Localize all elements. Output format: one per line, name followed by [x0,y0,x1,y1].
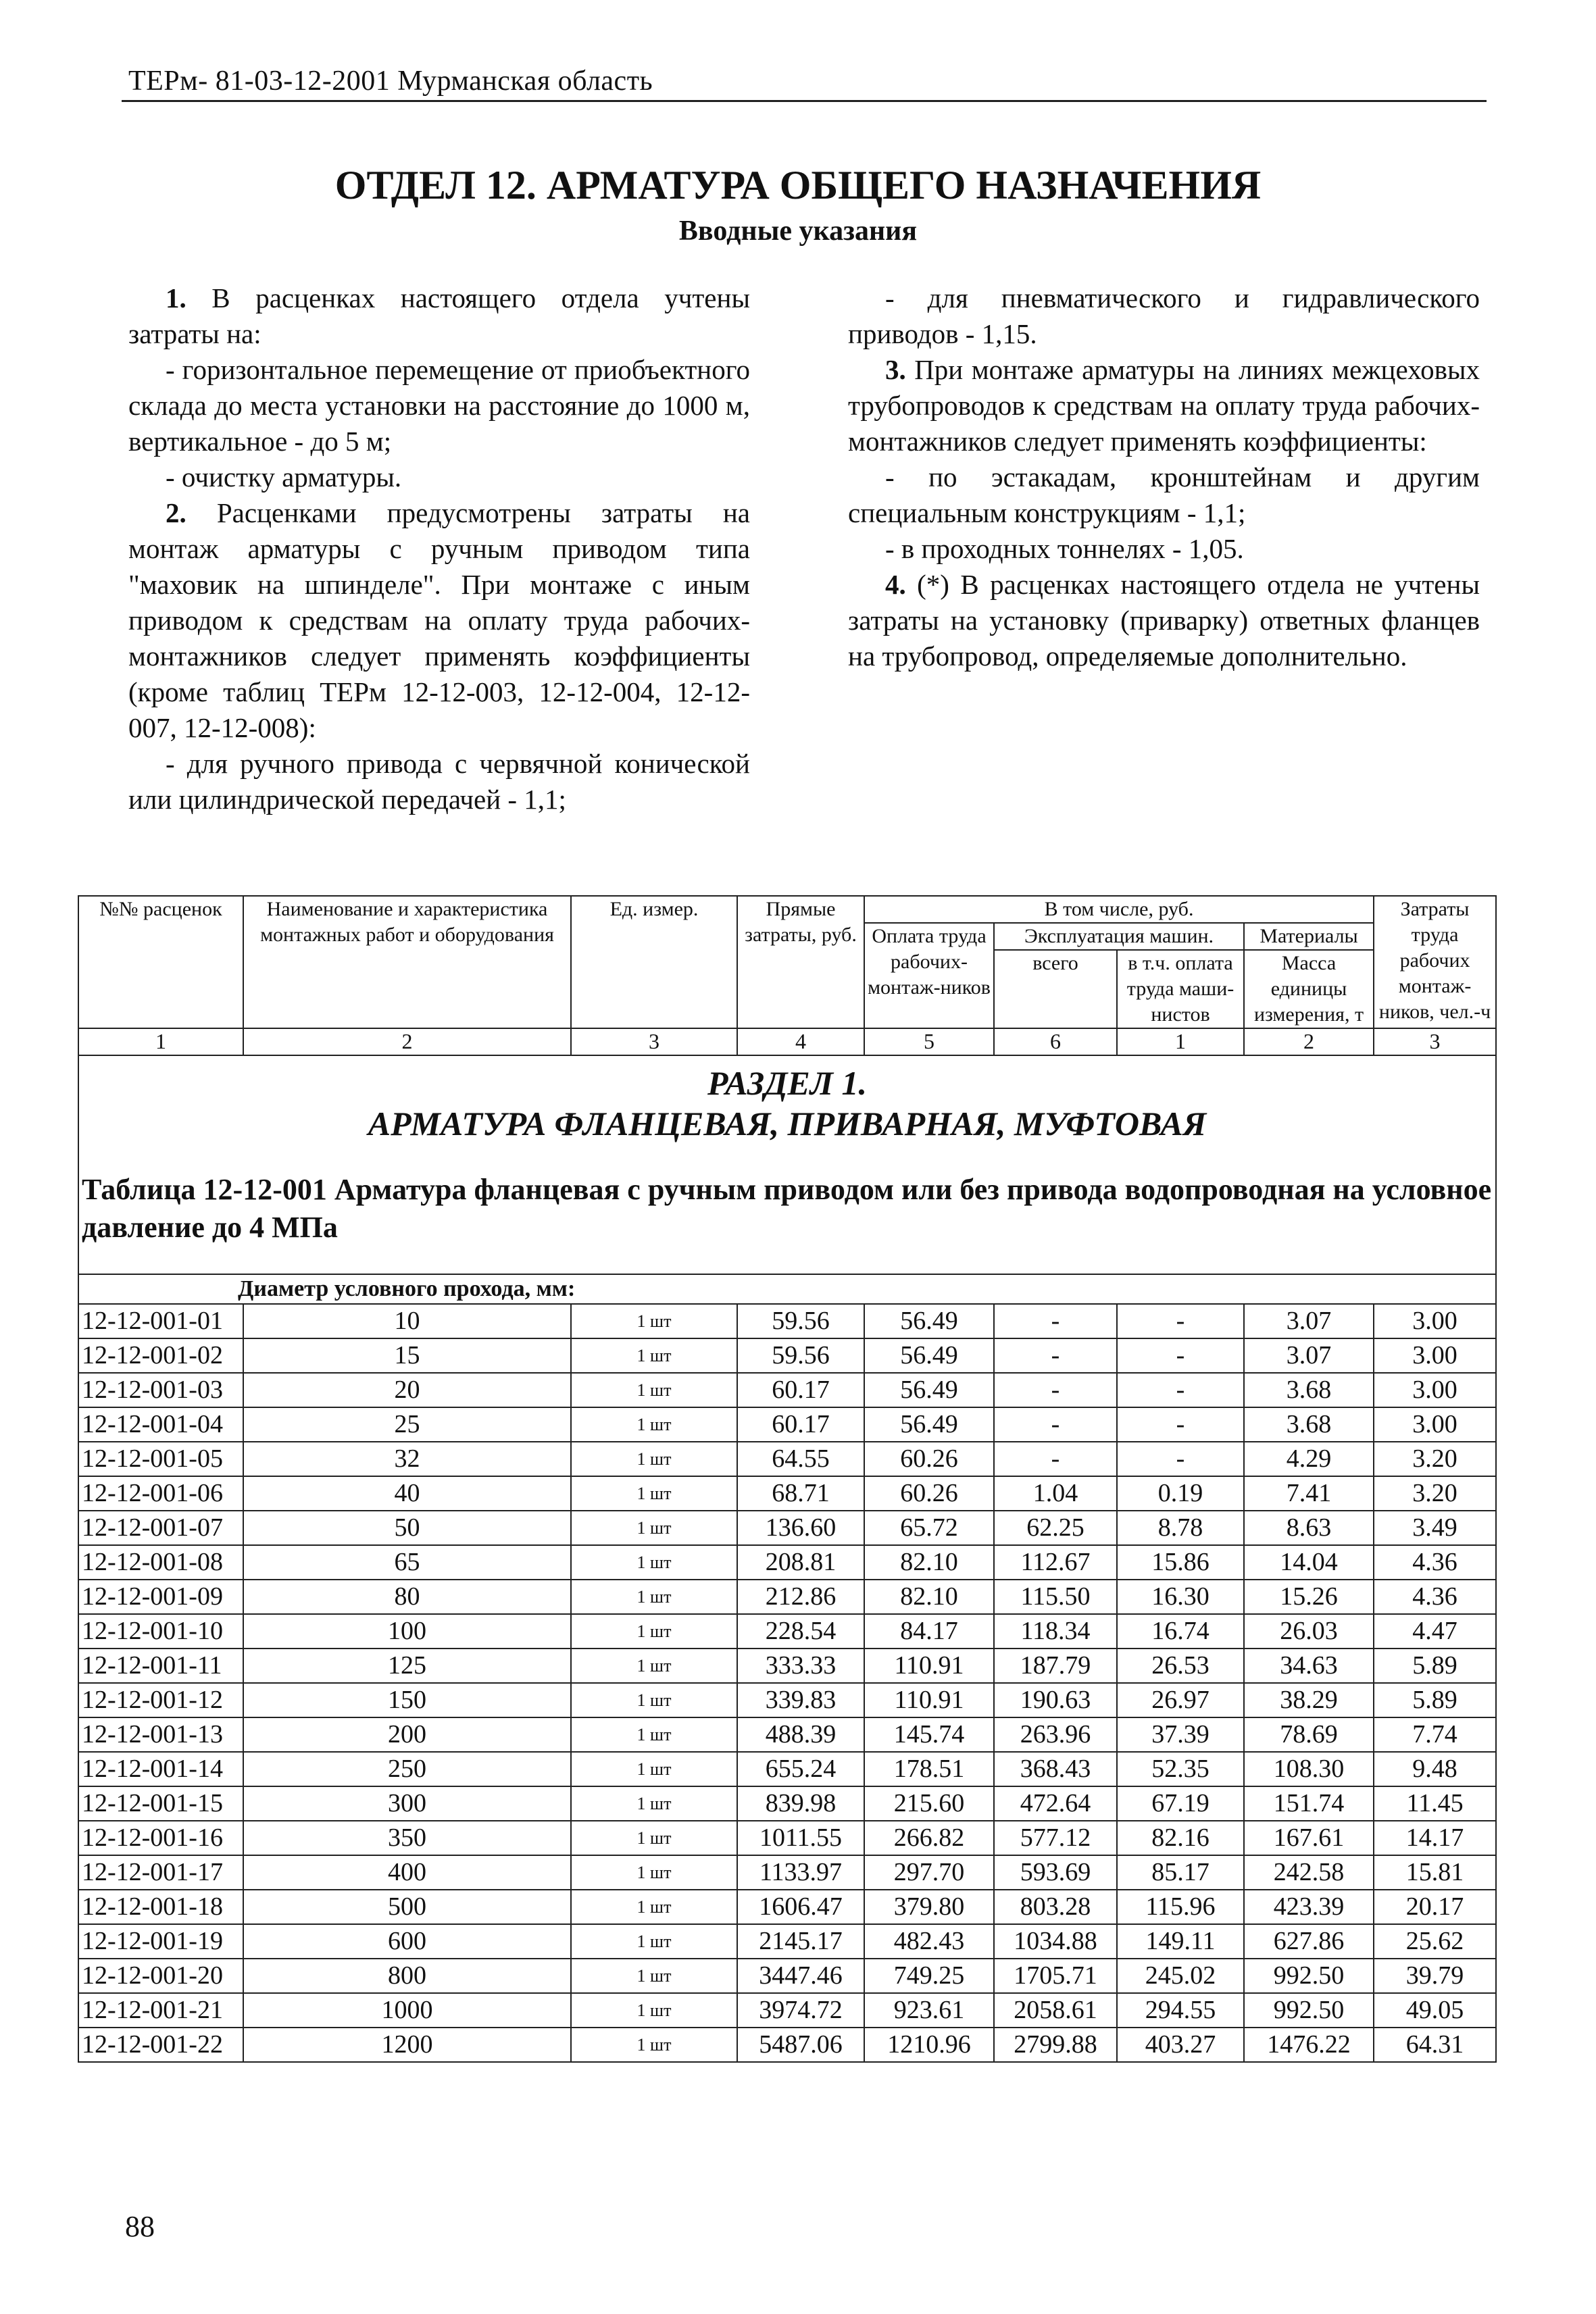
header-divider [122,100,1487,102]
machines-total-cell: 263.96 [994,1717,1117,1752]
diameter-cell: 32 [243,1442,571,1476]
paragraph-text: - очистку арматуры. [166,461,402,493]
labor-pay-cell: 60.26 [864,1476,994,1511]
materials-mass-cell: 78.69 [1244,1717,1374,1752]
materials-mass-cell: 423.39 [1244,1890,1374,1924]
table-row [78,1476,1496,1511]
section-subtitle: Вводные указания [678,216,918,247]
section-title: ОТДЕЛ 12. АРМАТУРА ОБЩЕГО НАЗНАЧЕНИЯ [334,163,1262,207]
intro-paragraph [128,459,750,495]
razdel-heading: РАЗДЕЛ 1. [707,1064,868,1102]
machines-total-cell: - [994,1407,1117,1442]
direct-costs-cell: 333.33 [737,1649,864,1683]
header-machines-total: всего [994,950,1117,1028]
machines-total-cell: 2799.88 [994,2028,1117,2062]
diameter-cell: 350 [243,1821,571,1855]
machines-total-cell: - [994,1442,1117,1476]
direct-costs-cell: 339.83 [737,1683,864,1717]
machines-total-cell: 62.25 [994,1511,1117,1545]
table-row [78,1373,1496,1407]
diameter-cell: 1200 [243,2028,571,2062]
machines-labor-cell: 403.27 [1117,2028,1244,2062]
unit-cell: 1 шт [571,1752,737,1786]
direct-costs-cell: 68.71 [737,1476,864,1511]
labor-cost-cell: 4.47 [1374,1614,1496,1649]
diameter-cell: 125 [243,1649,571,1683]
machines-total-cell: 190.63 [994,1683,1117,1717]
intro-paragraph [848,352,1480,459]
labor-cost-cell: 25.62 [1374,1924,1496,1959]
machines-total-cell: 118.34 [994,1614,1117,1649]
labor-cost-cell: 5.89 [1374,1649,1496,1683]
diameter-cell: 1000 [243,1993,571,2028]
labor-pay-cell: 84.17 [864,1614,994,1649]
machines-total-cell: 1705.71 [994,1959,1117,1993]
machines-labor-cell: 67.19 [1117,1786,1244,1821]
intro-left-column [128,280,750,818]
intro-paragraph [848,459,1480,531]
rate-code-cell: 12-12-001-09 [78,1580,243,1614]
labor-pay-cell: 110.91 [864,1683,994,1717]
intro-paragraph [848,531,1480,567]
column-number: 6 [994,1028,1117,1055]
direct-costs-cell: 228.54 [737,1614,864,1649]
unit-cell: 1 шт [571,1373,737,1407]
rate-code-cell: 12-12-001-13 [78,1717,243,1752]
direct-costs-cell: 60.17 [737,1407,864,1442]
table-row [78,1924,1496,1959]
labor-cost-cell: 3.49 [1374,1511,1496,1545]
header-including: В том числе, руб. [864,896,1374,923]
rate-code-cell: 12-12-001-01 [78,1304,243,1338]
table-row [78,1649,1496,1683]
rate-code-cell: 12-12-001-04 [78,1407,243,1442]
labor-pay-cell: 297.70 [864,1855,994,1890]
materials-mass-cell: 34.63 [1244,1649,1374,1683]
rate-code-cell: 12-12-001-16 [78,1821,243,1855]
labor-pay-cell: 60.26 [864,1442,994,1476]
unit-cell: 1 шт [571,1649,737,1683]
machines-total-cell: 112.67 [994,1545,1117,1580]
materials-mass-cell: 26.03 [1244,1614,1374,1649]
machines-total-cell: 1.04 [994,1476,1117,1511]
column-number: 3 [571,1028,737,1055]
direct-costs-cell: 3974.72 [737,1993,864,2028]
table-row [78,1717,1496,1752]
unit-cell: 1 шт [571,1304,737,1338]
labor-cost-cell: 4.36 [1374,1580,1496,1614]
header-labor-cost: Затраты труда рабочих монтаж-ников, чел.-ч [1374,896,1496,1028]
unit-cell: 1 шт [571,2028,737,2062]
header-materials: Материалы [1244,923,1374,950]
direct-costs-cell: 1011.55 [737,1821,864,1855]
labor-cost-cell: 3.00 [1374,1407,1496,1442]
labor-cost-cell: 3.00 [1374,1338,1496,1373]
materials-mass-cell: 3.68 [1244,1407,1374,1442]
unit-cell: 1 шт [571,1614,737,1649]
table-row [78,1890,1496,1924]
materials-mass-cell: 4.29 [1244,1442,1374,1476]
machines-total-cell: 472.64 [994,1786,1117,1821]
machines-labor-cell: 149.11 [1117,1924,1244,1959]
rate-code-cell: 12-12-001-17 [78,1855,243,1890]
paragraph-text: При монтаже арматуры на линиях межцеховых трубопроводов к средствам на оплату труда рабочих-монтажников следует применять коэффициенты: [848,354,1480,457]
table-row [78,1338,1496,1373]
machines-labor-cell: 15.86 [1117,1545,1244,1580]
rate-code-cell: 12-12-001-19 [78,1924,243,1959]
labor-pay-cell: 65.72 [864,1511,994,1545]
materials-mass-cell: 15.26 [1244,1580,1374,1614]
machines-labor-cell: 82.16 [1117,1821,1244,1855]
labor-cost-cell: 11.45 [1374,1786,1496,1821]
table-row [78,1511,1496,1545]
labor-pay-cell: 749.25 [864,1959,994,1993]
unit-cell: 1 шт [571,1545,737,1580]
diameter-cell: 500 [243,1890,571,1924]
machines-total-cell: 593.69 [994,1855,1117,1890]
machines-labor-cell: 26.53 [1117,1649,1244,1683]
unit-cell: 1 шт [571,1959,737,1993]
machines-labor-cell: 16.30 [1117,1580,1244,1614]
intro-paragraph [848,280,1480,352]
machines-total-cell: 1034.88 [994,1924,1117,1959]
intro-paragraph [128,495,750,746]
diameter-cell: 25 [243,1407,571,1442]
labor-cost-cell: 9.48 [1374,1752,1496,1786]
unit-cell: 1 шт [571,1924,737,1959]
diameter-cell: 200 [243,1717,571,1752]
paragraph-text: - по эстакадам, кронштейнам и другим специальным конструкциям - 1,1; [848,461,1480,528]
labor-cost-cell: 5.89 [1374,1683,1496,1717]
table-row [78,1786,1496,1821]
intro-paragraph [128,280,750,352]
header-machines-labor: в т.ч. оплата труда маши-нистов [1117,950,1244,1028]
direct-costs-cell: 5487.06 [737,2028,864,2062]
labor-pay-cell: 266.82 [864,1821,994,1855]
rate-code-cell: 12-12-001-07 [78,1511,243,1545]
materials-mass-cell: 3.07 [1244,1304,1374,1338]
machines-total-cell: - [994,1304,1117,1338]
machines-total-cell: - [994,1373,1117,1407]
paragraph-text: - для ручного привода с червячной конической или цилиндрической передачей - 1,1; [128,748,750,815]
direct-costs-cell: 2145.17 [737,1924,864,1959]
unit-cell: 1 шт [571,1580,737,1614]
table-row [78,1959,1496,1993]
paragraph-number: 2. [166,497,186,528]
machines-labor-cell: 0.19 [1117,1476,1244,1511]
direct-costs-cell: 3447.46 [737,1959,864,1993]
labor-pay-cell: 482.43 [864,1924,994,1959]
machines-labor-cell: 8.78 [1117,1511,1244,1545]
diameter-cell: 80 [243,1580,571,1614]
labor-pay-cell: 56.49 [864,1373,994,1407]
intro-paragraph [848,567,1480,674]
machines-total-cell: 577.12 [994,1821,1117,1855]
labor-pay-cell: 56.49 [864,1304,994,1338]
rate-code-cell: 12-12-001-02 [78,1338,243,1373]
labor-pay-cell: 56.49 [864,1407,994,1442]
unit-cell: 1 шт [571,1442,737,1476]
direct-costs-cell: 488.39 [737,1717,864,1752]
labor-cost-cell: 64.31 [1374,2028,1496,2062]
diameter-cell: 10 [243,1304,571,1338]
rate-code-cell: 12-12-001-11 [78,1649,243,1683]
paragraph-text: (*) В расценках настоящего отдела не учтены затраты на установку (приварку) ответных фланцев на трубопровод, определяемые дополнительно. [848,569,1480,672]
labor-cost-cell: 3.20 [1374,1476,1496,1511]
direct-costs-cell: 59.56 [737,1338,864,1373]
direct-costs-cell: 839.98 [737,1786,864,1821]
unit-cell: 1 шт [571,1338,737,1373]
unit-cell: 1 шт [571,1786,737,1821]
direct-costs-cell: 136.60 [737,1511,864,1545]
unit-cell: 1 шт [571,1993,737,2028]
rate-code-cell: 12-12-001-21 [78,1993,243,2028]
rate-code-cell: 12-12-001-22 [78,2028,243,2062]
labor-cost-cell: 15.81 [1374,1855,1496,1890]
header-name: Наименование и характеристика монтажных работ и оборудования [243,896,571,1028]
page-number: 88 [125,2210,155,2243]
labor-pay-cell: 82.10 [864,1545,994,1580]
labor-cost-cell: 4.36 [1374,1545,1496,1580]
column-number: 3 [1374,1028,1496,1055]
intro-right-column [848,280,1480,674]
unit-cell: 1 шт [571,1476,737,1511]
diameter-cell: 40 [243,1476,571,1511]
materials-mass-cell: 38.29 [1244,1683,1374,1717]
column-number: 2 [243,1028,571,1055]
paragraph-text: - горизонтальное перемещение от приобъектного склада до места установки на расстояние до 1000 м, вертикальное - до 5 м; [128,354,750,457]
materials-mass-cell: 167.61 [1244,1821,1374,1855]
column-number: 5 [864,1028,994,1055]
labor-pay-cell: 923.61 [864,1993,994,2028]
paragraph-number: 1. [166,282,186,313]
column-number: 1 [78,1028,243,1055]
machines-labor-cell: - [1117,1338,1244,1373]
unit-cell: 1 шт [571,1855,737,1890]
machines-labor-cell: 26.97 [1117,1683,1244,1717]
unit-cell: 1 шт [571,1890,737,1924]
diameter-cell: 600 [243,1924,571,1959]
table-row [78,1580,1496,1614]
labor-cost-cell: 3.20 [1374,1442,1496,1476]
rate-code-cell: 12-12-001-20 [78,1959,243,1993]
table-row [78,1545,1496,1580]
materials-mass-cell: 992.50 [1244,1993,1374,2028]
table-row [78,1855,1496,1890]
materials-mass-cell: 242.58 [1244,1855,1374,1890]
diameter-label: Диаметр условного прохода, мм: [78,1274,1496,1304]
materials-mass-cell: 8.63 [1244,1511,1374,1545]
paragraph-text: - в проходных тоннелях - 1,05. [885,533,1244,564]
labor-pay-cell: 178.51 [864,1752,994,1786]
materials-mass-cell: 3.68 [1244,1373,1374,1407]
diameter-cell: 400 [243,1855,571,1890]
diameter-cell: 15 [243,1338,571,1373]
direct-costs-cell: 655.24 [737,1752,864,1786]
labor-cost-cell: 7.74 [1374,1717,1496,1752]
direct-costs-cell: 59.56 [737,1304,864,1338]
labor-cost-cell: 49.05 [1374,1993,1496,2028]
materials-mass-cell: 14.04 [1244,1545,1374,1580]
intro-paragraph [128,746,750,818]
materials-mass-cell: 151.74 [1244,1786,1374,1821]
machines-labor-cell: - [1117,1407,1244,1442]
column-number: 4 [737,1028,864,1055]
diameter-cell: 65 [243,1545,571,1580]
diameter-cell: 50 [243,1511,571,1545]
diameter-cell: 150 [243,1683,571,1717]
machines-labor-cell: - [1117,1304,1244,1338]
labor-cost-cell: 3.00 [1374,1304,1496,1338]
direct-costs-cell: 60.17 [737,1373,864,1407]
machines-labor-cell: - [1117,1442,1244,1476]
materials-mass-cell: 7.41 [1244,1476,1374,1511]
unit-cell: 1 шт [571,1683,737,1717]
machines-labor-cell: 16.74 [1117,1614,1244,1649]
machines-labor-cell: 52.35 [1117,1752,1244,1786]
diameter-cell: 300 [243,1786,571,1821]
machines-labor-cell: 37.39 [1117,1717,1244,1752]
direct-costs-cell: 212.86 [737,1580,864,1614]
column-number: 1 [1117,1028,1244,1055]
direct-costs-cell: 1606.47 [737,1890,864,1924]
header-machines: Эксплуатация машин. [994,923,1244,950]
machines-total-cell: 187.79 [994,1649,1117,1683]
materials-mass-cell: 3.07 [1244,1338,1374,1373]
table-row [78,1752,1496,1786]
rate-code-cell: 12-12-001-08 [78,1545,243,1580]
machines-labor-cell: 85.17 [1117,1855,1244,1890]
section-block [78,1055,1496,1274]
labor-pay-cell: 379.80 [864,1890,994,1924]
materials-mass-cell: 627.86 [1244,1924,1374,1959]
table-row [78,1407,1496,1442]
materials-mass-cell: 108.30 [1244,1752,1374,1786]
unit-cell: 1 шт [571,1821,737,1855]
unit-cell: 1 шт [571,1717,737,1752]
table-row [78,1442,1496,1476]
direct-costs-cell: 64.55 [737,1442,864,1476]
machines-total-cell: 115.50 [994,1580,1117,1614]
direct-costs-cell: 208.81 [737,1545,864,1580]
labor-pay-cell: 215.60 [864,1786,994,1821]
rate-code-cell: 12-12-001-18 [78,1890,243,1924]
labor-cost-cell: 39.79 [1374,1959,1496,1993]
labor-pay-cell: 145.74 [864,1717,994,1752]
machines-labor-cell: - [1117,1373,1244,1407]
labor-pay-cell: 1210.96 [864,2028,994,2062]
materials-mass-cell: 992.50 [1244,1959,1374,1993]
table-row [78,2028,1496,2062]
machines-total-cell: 2058.61 [994,1993,1117,2028]
paragraph-text: В расценках настоящего отдела учтены затраты на: [128,282,750,349]
document-header: ТЕРм- 81-03-12-2001 Мурманская область [128,66,653,97]
materials-mass-cell: 1476.22 [1244,2028,1374,2062]
diameter-cell: 250 [243,1752,571,1786]
diameter-cell: 800 [243,1959,571,1993]
rate-code-cell: 12-12-001-10 [78,1614,243,1649]
table-row [78,1821,1496,1855]
labor-pay-cell: 56.49 [864,1338,994,1373]
header-direct-costs: Прямые затраты, руб. [737,896,864,1028]
rate-code-cell: 12-12-001-06 [78,1476,243,1511]
machines-labor-cell: 115.96 [1117,1890,1244,1924]
table-row [78,1683,1496,1717]
intro-paragraph [128,352,750,459]
machines-labor-cell: 294.55 [1117,1993,1244,2028]
rate-code-cell: 12-12-001-05 [78,1442,243,1476]
labor-cost-cell: 3.00 [1374,1373,1496,1407]
direct-costs-cell: 1133.97 [737,1855,864,1890]
paragraph-text: Расценками предусмотрены затраты на монтаж арматуры с ручным приводом типа "маховик на шпинделе". При монтаже с иным приводом к средствам на оплату труда рабочих-монтажников следует применять коэффициенты (кроме таблиц ТЕРм 12-12-003, 12-12-004, 12-12-007, 12-12-008): [128,497,750,743]
rates-table [78,895,1497,2063]
unit-cell: 1 шт [571,1511,737,1545]
rate-code-cell: 12-12-001-14 [78,1752,243,1786]
machines-labor-cell: 245.02 [1117,1959,1244,1993]
labor-pay-cell: 110.91 [864,1649,994,1683]
paragraph-number: 4. [885,569,906,600]
table-row [78,1304,1496,1338]
machines-total-cell: 368.43 [994,1752,1117,1786]
machines-total-cell: 803.28 [994,1890,1117,1924]
header-unit: Ед. измер. [571,896,737,1028]
unit-cell: 1 шт [571,1407,737,1442]
header-mass: Масса единицы измерения, т [1244,950,1374,1028]
labor-cost-cell: 20.17 [1374,1890,1496,1924]
labor-cost-cell: 14.17 [1374,1821,1496,1855]
table-row [78,1993,1496,2028]
table-row [78,1614,1496,1649]
rate-code-cell: 12-12-001-12 [78,1683,243,1717]
column-number: 2 [1244,1028,1374,1055]
machines-total-cell: - [994,1338,1117,1373]
paragraph-number: 3. [885,354,906,385]
column-number-row [78,1028,1496,1055]
diameter-cell: 20 [243,1373,571,1407]
diameter-cell: 100 [243,1614,571,1649]
razdel-name: АРМАТУРА ФЛАНЦЕВАЯ, ПРИВАРНАЯ, МУФТОВАЯ [368,1105,1207,1142]
rate-code-cell: 12-12-001-15 [78,1786,243,1821]
paragraph-text: - для пневматического и гидравлического приводов - 1,15. [848,282,1480,349]
rate-code-cell: 12-12-001-03 [78,1373,243,1407]
table-caption: Таблица 12-12-001 Арматура фланцевая с ручным приводом или без привода водопроводная на условное давление до 4 МПа [82,1173,1492,1244]
labor-pay-cell: 82.10 [864,1580,994,1614]
header-code: №№ расценок [78,896,243,1028]
header-labor-pay: Оплата труда рабочих-монтаж-ников [864,923,994,1028]
